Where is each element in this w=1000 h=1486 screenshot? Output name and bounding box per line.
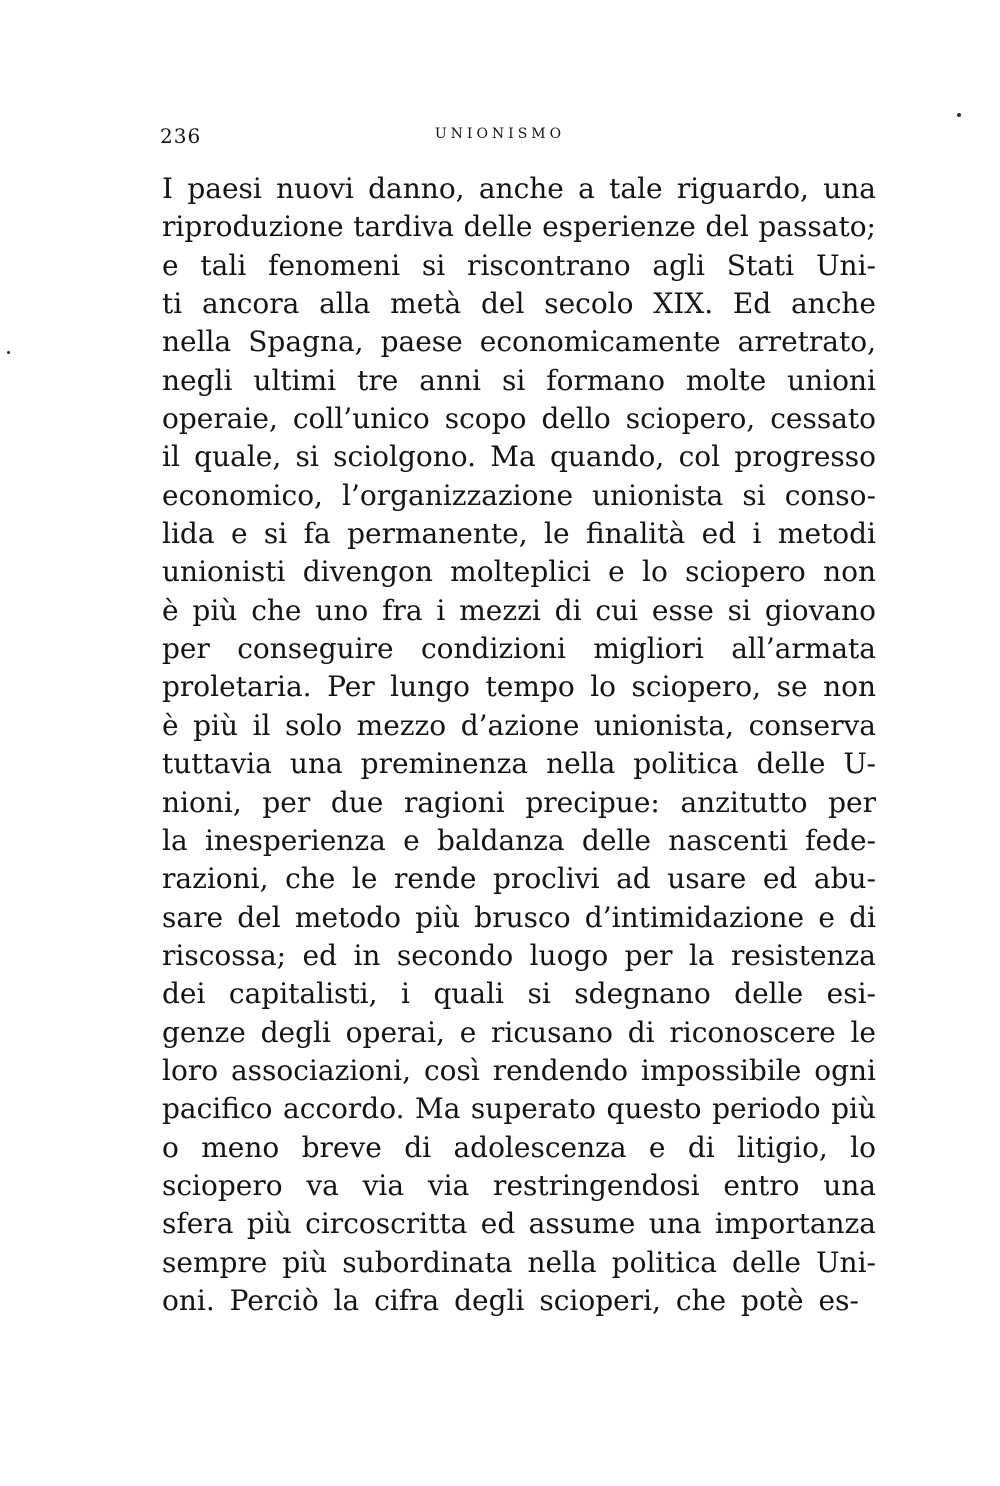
text-line: sciopero va via via restringendosi entro una [162,1168,876,1202]
text-line: loro associazioni, così rendendo impossibile ogni [162,1053,876,1087]
text-line: e tali fenomeni si riscontrano agli Stati Uni- [162,248,876,282]
ink-speck [957,113,961,117]
text-line: la inesperienza e baldanza delle nascenti fede- [162,823,876,857]
text-line: pacifico accordo. Ma superato questo periodo più [162,1092,876,1126]
running-head: UNIONISMO [434,126,566,142]
text-line: genze degli operai, e ricusano di riconoscere le [162,1015,876,1049]
text-line: negli ultimi tre anni si formano molte unioni [162,363,876,397]
text-line: sare del metodo più brusco d’intimidazione e di [162,900,876,934]
text-line: sempre più subordinata nella politica delle Uni- [162,1245,876,1279]
text-line: o meno breve di adolescenza e di litigio, lo [162,1130,876,1164]
text-line: lida e si fa permanente, le finalità ed i metodi [162,517,876,551]
body-text [162,170,876,1320]
text-line: I paesi nuovi danno, anche a tale riguardo, una [162,172,876,205]
text-line: ti ancora alla metà del secolo XIX. Ed anche [162,287,876,321]
text-line: proletaria. Per lungo tempo lo sciopero, se non [162,670,876,704]
text-line: è più il solo mezzo d’azione unionista, conserva [162,708,876,742]
text-line: riscossa; ed in secondo luogo per la resistenza [162,938,876,972]
text-line: razioni, che le rende proclivi ad usare ed abu- [162,862,876,896]
text-line: nioni, per due ragioni precipue: anzitutto per [162,785,876,819]
text-line: il quale, si sciolgono. Ma quando, col progresso [162,440,876,474]
text-line: unionisti divengon molteplici e lo sciopero non [162,555,876,589]
text-line: è più che uno fra i mezzi di cui esse si giovano [162,593,876,627]
text-line: per conseguire condizioni migliori all’armata [162,632,876,666]
text-line: oni. Perciò la cifra degli scioperi, che potè es- [162,1283,859,1317]
text-line: tuttavia una preminenza nella politica delle U- [162,747,876,781]
text-line: nella Spagna, paese economicamente arretrato, [162,325,876,359]
ink-speck [7,351,10,354]
text-line: dei capitalisti, i quali si sdegnano delle esi- [162,977,876,1011]
text-line: economico, l’organizzazione unionista si conso- [162,478,876,512]
page-number: 236 [160,124,202,148]
text-line: riproduzione tardiva delle esperienze del passato; [162,210,876,244]
text-line: operaie, coll’unico scopo dello sciopero, cessato [162,402,876,436]
text-line: sfera più circoscritta ed assume una importanza [162,1207,876,1241]
